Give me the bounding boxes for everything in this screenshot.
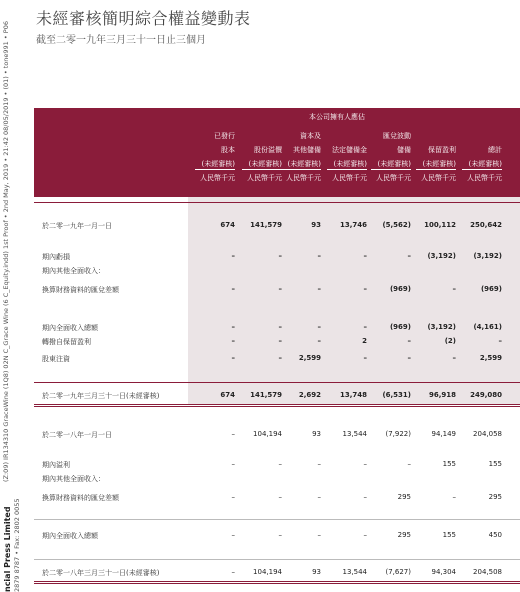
column-header-text: 人民幣千元: [286, 174, 321, 182]
row-label: 期內全面收入總額: [42, 324, 98, 332]
column-header-text: 股份溢價: [254, 146, 282, 154]
table-rule: [34, 382, 520, 383]
row-value: (3,192): [427, 252, 456, 260]
row-value: 250,642: [470, 221, 502, 229]
table-rule: [34, 406, 520, 407]
column-header-underline: [371, 169, 411, 170]
row-value: –: [317, 285, 321, 293]
column-header-underline: [242, 169, 282, 170]
row-value: 295: [488, 493, 502, 501]
row-value: –: [452, 285, 456, 293]
row-value: –: [363, 285, 367, 293]
row-value: –: [498, 337, 502, 345]
row-value: (7,627): [385, 568, 411, 576]
row-value: –: [231, 493, 235, 501]
table-rule: [34, 519, 520, 520]
row-label: 期內其他全面收入：: [42, 475, 105, 483]
print-slug: (Z:09) IR134310 GraceWine (1Q8) 02N C_Grace Wine (6 C_Equity.indd) 1st Proof • 2nd May, 2019 • 21:42 08/05/2019 • (01) • tone991 • P06: [2, 21, 10, 482]
column-header-text: (未經審核): [287, 160, 321, 168]
row-value: 13,746: [339, 221, 367, 229]
row-value: –: [231, 354, 235, 362]
row-value: –: [231, 568, 235, 576]
table-row: [34, 220, 520, 232]
row-value: 295: [397, 531, 411, 539]
column-header-text: 法定儲備金: [332, 146, 367, 154]
row-value: –: [363, 493, 367, 501]
row-value: (4,161): [473, 323, 502, 331]
column-header-text: 人民幣千元: [200, 174, 235, 182]
column-header-text: 人民幣千元: [421, 174, 456, 182]
statement-title: 未經審核簡明綜合權益變動表: [36, 9, 251, 28]
row-value: 155: [488, 460, 502, 468]
row-value: (3,192): [473, 252, 502, 260]
row-value: 155: [442, 460, 456, 468]
row-value: –: [407, 354, 411, 362]
row-value: –: [317, 460, 321, 468]
row-value: 249,080: [470, 391, 502, 399]
row-value: 450: [488, 531, 502, 539]
row-value: 2,599: [479, 354, 502, 362]
row-value: 204,058: [473, 430, 502, 438]
row-value: (2): [444, 337, 456, 345]
row-value: 100,112: [424, 221, 456, 229]
column-header-text: 匯兌波動: [383, 132, 411, 140]
table-rule: [34, 583, 520, 584]
row-value: 674: [220, 391, 235, 399]
row-value: (969): [389, 323, 411, 331]
row-value: –: [452, 493, 456, 501]
table-rule: [34, 404, 520, 405]
row-value: –: [278, 460, 282, 468]
row-value: 93: [312, 568, 321, 576]
column-header-text: (未經審核): [468, 160, 502, 168]
row-value: (969): [480, 285, 502, 293]
row-value: –: [231, 460, 235, 468]
column-header-text: 資本及: [300, 132, 321, 140]
row-value: –: [407, 252, 411, 260]
row-value: 93: [312, 430, 321, 438]
row-value: 674: [220, 221, 235, 229]
row-value: 93: [311, 221, 321, 229]
row-value: –: [231, 430, 235, 438]
column-header-underline: [462, 169, 502, 170]
row-value: 104,194: [253, 568, 282, 576]
row-value: 13,748: [339, 391, 367, 399]
statement-subtitle: 截至二零一九年三月三十一日止三個月: [36, 35, 206, 46]
row-label: 轉撥自保留盈利: [42, 338, 91, 346]
row-value: –: [231, 285, 235, 293]
column-header-text: 保留盈利: [428, 146, 456, 154]
row-value: –: [278, 354, 282, 362]
row-label: 期內全面收入總額: [42, 532, 98, 540]
row-value: (5,562): [382, 221, 411, 229]
table-row: [34, 353, 520, 365]
table-rule: [34, 202, 520, 203]
column-header-text: 人民幣千元: [376, 174, 411, 182]
row-value: –: [452, 354, 456, 362]
column-header-underline: [195, 169, 235, 170]
row-value: (3,192): [427, 323, 456, 331]
table-row: [34, 322, 520, 334]
row-value: –: [317, 252, 321, 260]
printer-contact: 2879 8787 • Fax: 2802 0055: [13, 498, 21, 592]
row-value: –: [317, 337, 321, 345]
table-rule: [34, 559, 520, 560]
row-value: –: [317, 493, 321, 501]
row-value: –: [231, 337, 235, 345]
table-row: [34, 459, 520, 471]
column-header-text: (未經審核): [333, 160, 367, 168]
row-value: 94,149: [431, 430, 456, 438]
row-value: –: [278, 285, 282, 293]
row-value: 295: [397, 493, 411, 501]
table-row: [34, 429, 520, 441]
group-header-label: 本公司擁有人應佔: [309, 113, 365, 121]
row-value: –: [407, 337, 411, 345]
row-value: 104,194: [253, 430, 282, 438]
table-row: [34, 284, 520, 296]
column-header-text: 總計: [488, 146, 502, 154]
row-value: 204,508: [473, 568, 502, 576]
row-label: 於二零一八年一月一日: [42, 431, 112, 439]
row-label: 期內其他全面收入：: [42, 267, 105, 275]
row-value: –: [278, 531, 282, 539]
row-value: –: [231, 531, 235, 539]
table-rule: [34, 581, 520, 582]
column-header-underline: [416, 169, 456, 170]
column-header-underline: [327, 169, 367, 170]
row-value: –: [363, 252, 367, 260]
row-value: –: [363, 354, 367, 362]
row-label: 於二零一八年三月三十一日(未經審核): [42, 569, 160, 577]
table-row: [34, 336, 520, 348]
row-value: 2,692: [298, 391, 321, 399]
row-value: 2: [362, 337, 367, 345]
column-header-text: 人民幣千元: [467, 174, 502, 182]
row-value: (7,922): [385, 430, 411, 438]
row-value: –: [317, 323, 321, 331]
row-value: –: [317, 531, 321, 539]
row-value: –: [278, 252, 282, 260]
column-header-text: (未經審核): [248, 160, 282, 168]
row-value: –: [231, 252, 235, 260]
column-header-text: 股本: [221, 146, 235, 154]
row-value: –: [278, 323, 282, 331]
table-row: [34, 251, 520, 263]
row-value: –: [407, 460, 411, 468]
row-label: 換算財務資料的匯兌差額: [42, 494, 119, 502]
column-header-text: 其他儲備: [293, 146, 321, 154]
row-value: –: [231, 323, 235, 331]
column-header-text: (未經審核): [201, 160, 235, 168]
table-row: [34, 473, 520, 485]
row-label: 期內虧損: [42, 253, 70, 261]
table-row: [34, 265, 520, 277]
row-value: 2,599: [298, 354, 321, 362]
row-value: –: [363, 460, 367, 468]
row-value: (969): [389, 285, 411, 293]
column-header-text: 人民幣千元: [332, 174, 367, 182]
row-value: (6,531): [382, 391, 411, 399]
group-header-bar: [34, 108, 520, 127]
table-row: [34, 492, 520, 504]
row-value: 94,304: [431, 568, 456, 576]
row-value: 13,544: [342, 430, 367, 438]
column-header-block: [34, 127, 520, 197]
row-label: 股東注資: [42, 355, 70, 363]
row-value: –: [278, 493, 282, 501]
column-header-underline: [281, 169, 321, 170]
row-label: 期內溢利: [42, 461, 70, 469]
printer-name: ncial Press Limited: [3, 506, 12, 592]
table-row: [34, 567, 520, 579]
row-value: 141,579: [250, 221, 282, 229]
row-value: 96,918: [428, 391, 456, 399]
row-value: –: [363, 323, 367, 331]
table-row: [34, 530, 520, 542]
row-value: –: [363, 531, 367, 539]
column-header-text: (未經審核): [377, 160, 411, 168]
column-header-text: 人民幣千元: [247, 174, 282, 182]
row-label: 於二零一九年三月三十一日(未經審核): [42, 392, 160, 400]
row-value: 155: [442, 531, 456, 539]
column-header-text: 儲備: [397, 146, 411, 154]
row-label: 換算財務資料的匯兌差額: [42, 286, 119, 294]
row-value: 141,579: [250, 391, 282, 399]
column-header-text: (未經審核): [422, 160, 456, 168]
column-header-text: 已發行: [214, 132, 235, 140]
row-value: –: [278, 337, 282, 345]
table-row: [34, 390, 520, 402]
row-value: 13,544: [342, 568, 367, 576]
row-label: 於二零一九年一月一日: [42, 222, 112, 230]
